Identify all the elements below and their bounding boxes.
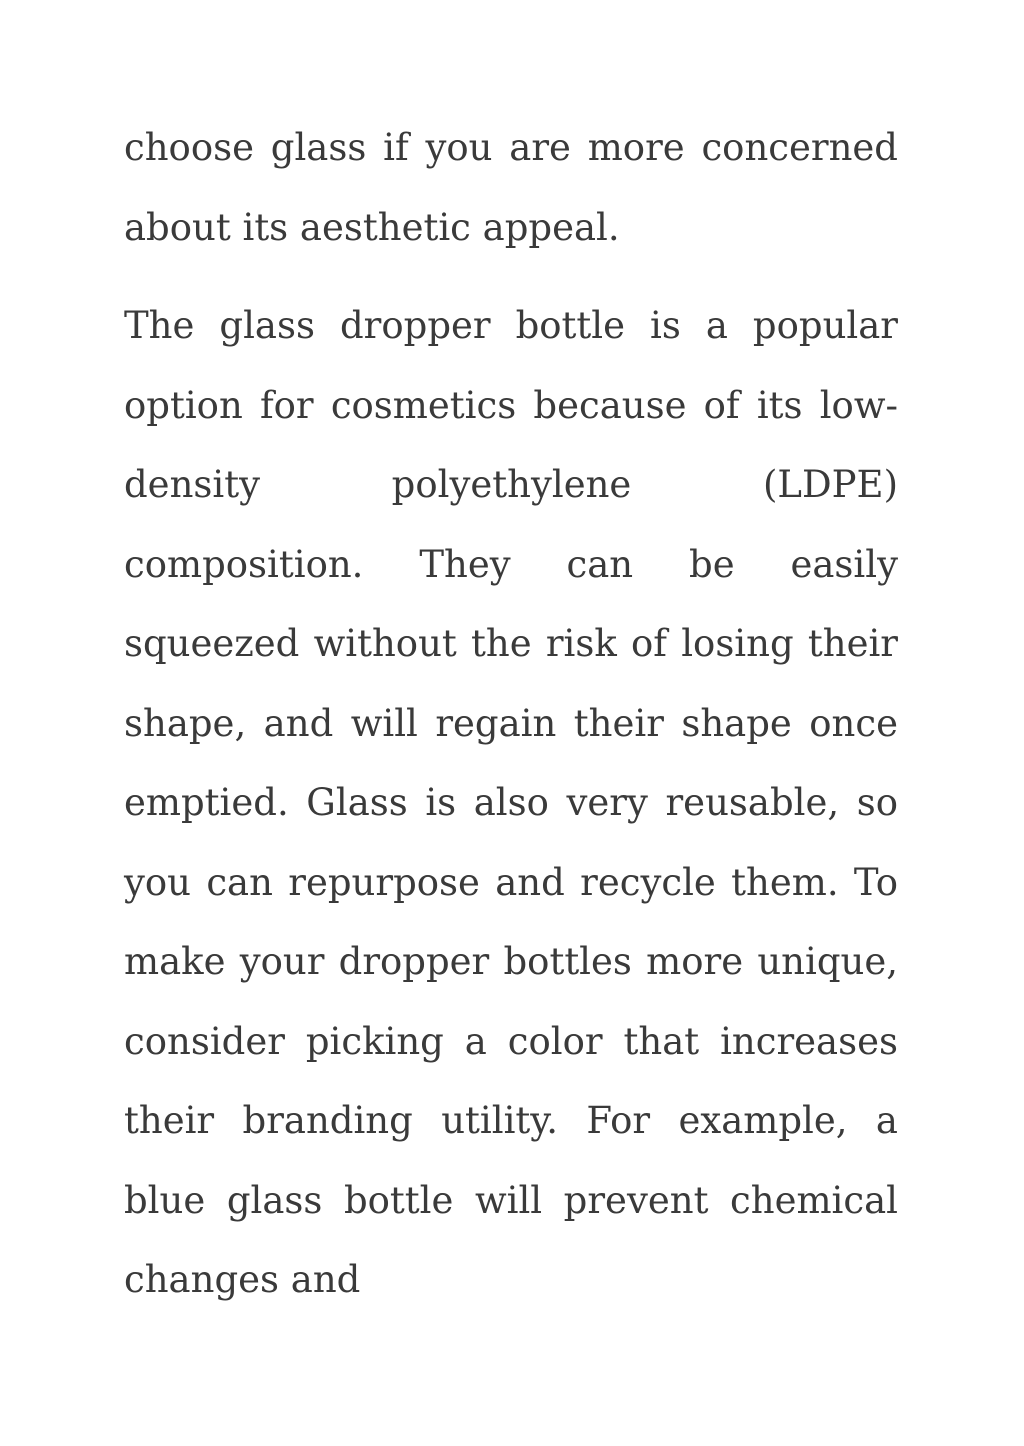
paragraph-2: The glass dropper bottle is a popular option for cosmetics because of its low-density polyethylene (LDPE) composition. They can be easily squeezed without the risk of losing their shape, and will regain their shape once emptied. Glass is also very reusable, so you can repurpose and recycle them. To make your dropper bottles more unique, consider picking a color that increases their branding utility. For example, a blue glass bottle will prevent chemical changes and bbox=[124, 304, 898, 1301]
document-body bbox=[124, 108, 898, 1320]
paragraph-1: choose glass if you are more concerned about its aesthetic appeal. bbox=[124, 126, 898, 249]
